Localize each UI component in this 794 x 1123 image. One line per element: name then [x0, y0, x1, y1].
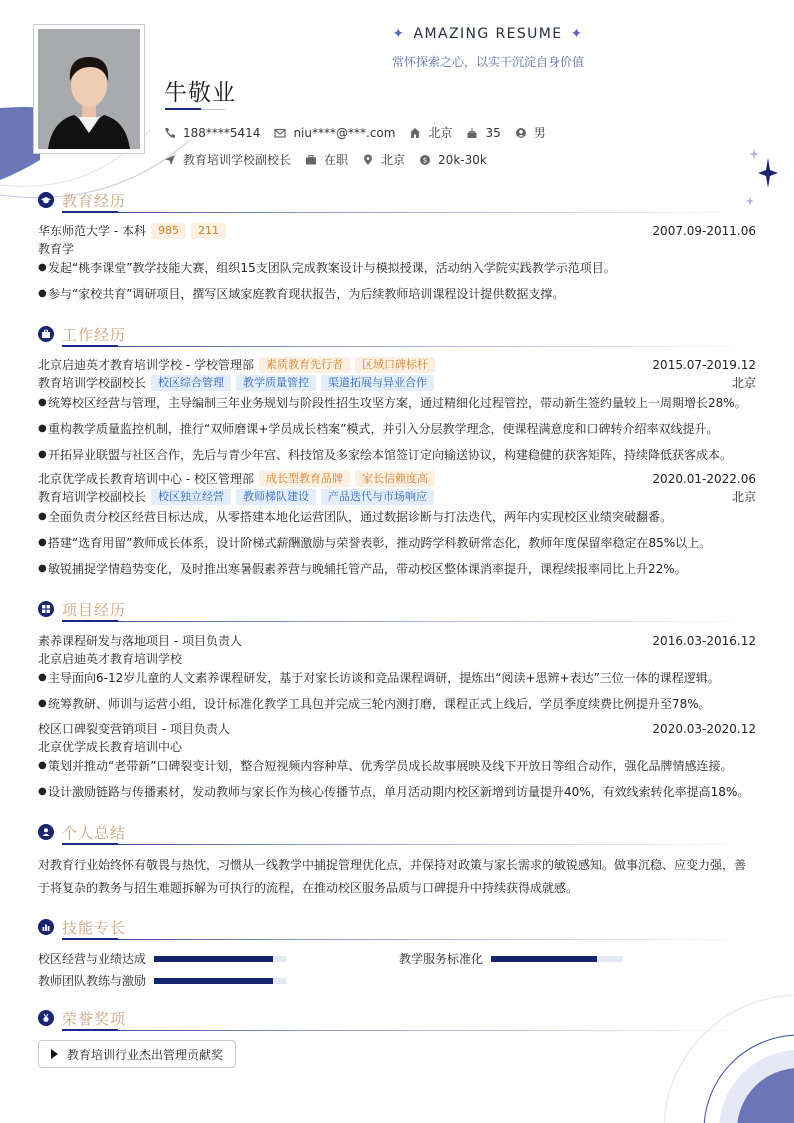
avatar — [38, 29, 140, 149]
project-name: 素养课程研发与落地项目 - 项目负责人 — [38, 634, 242, 648]
section-education-header — [38, 190, 756, 214]
medal-icon — [38, 1010, 54, 1026]
gender-text: 男 — [533, 126, 546, 140]
skill-tag: 教师梯队建设 — [236, 489, 316, 505]
company-tag: 素质教育先行者 — [259, 357, 350, 373]
bar-chart-icon — [38, 919, 54, 935]
award-text: 教育培训行业杰出管理贡献奖 — [67, 1047, 224, 1062]
section-rule — [62, 212, 756, 213]
summary-text: 对教育行业始终怀有敬畏与热忱，习惯从一线教学中捕捉管理优化点，并保持对政策与家长需求的敏锐感知。做事沉稳、应变力强，善于将复杂的教务与招生难题拆解为可执行的流程，在推动校区服务品质与口碑提升中持续获得成就感。 — [38, 858, 747, 895]
phone-text: 188****5414 — [183, 125, 261, 140]
skill-name: 教师团队教练与激励 — [38, 974, 147, 988]
project-row — [38, 720, 756, 737]
school-tag: 985 — [151, 223, 186, 239]
section-rule — [62, 844, 756, 845]
skill-item — [399, 950, 623, 967]
section-rule-accent — [62, 620, 118, 622]
school-tag: 211 — [191, 223, 226, 239]
project-period: 2020.03-2020.12 — [652, 721, 756, 736]
project-org — [38, 650, 756, 667]
work-company-row — [38, 356, 756, 373]
skill-bar-fill — [491, 956, 597, 962]
award-badge — [38, 1040, 236, 1068]
grid-icon — [38, 601, 54, 617]
skill-tag: 教学质量管控 — [236, 375, 316, 391]
name-underline-light — [201, 109, 225, 110]
briefcase-icon — [38, 326, 54, 342]
company-name: 北京启迪英才教育培训学校 - 学校管理部 — [38, 358, 254, 372]
list-item: ● 主导面向6-12岁儿童的人文素养课程研发，基于对家长访谈和竞品课程调研，提炼出“阅读+思辨+表达”三位一体的课程逻辑。 — [38, 671, 720, 685]
skill-tag: 校区综合管理 — [151, 375, 231, 391]
email-icon — [274, 127, 286, 139]
section-title: 技能专长 — [62, 919, 127, 937]
section-title: 项目经历 — [62, 601, 127, 619]
job-title: 教育培训学校副校长 — [38, 376, 147, 390]
contact-age — [466, 126, 500, 140]
section-rule — [62, 939, 756, 940]
work-company-row — [38, 470, 756, 487]
intent-row — [164, 151, 501, 168]
skill-tag: 渠道拓展与异业合作 — [321, 375, 434, 391]
intent-city-text: 北京 — [381, 153, 406, 167]
section-rule-accent — [62, 345, 118, 347]
section-rule-accent — [62, 211, 118, 213]
section-skills-header — [38, 917, 756, 941]
name-underline — [165, 108, 201, 110]
section-rule-accent — [62, 1029, 118, 1031]
work-period: 2020.01-2022.06 — [652, 471, 756, 486]
work-title-row — [38, 488, 756, 505]
education-major — [38, 240, 756, 257]
list-item: ● 发起“桃李课堂”教学技能大赛，组织15支团队完成教案设计与模拟授课，活动纳入学院实践教学示范项目。 — [38, 261, 616, 275]
education-school-row — [38, 222, 756, 239]
email-text: niu****@***.com — [293, 125, 396, 140]
list-item: ● 策划并推动“老带新”口碑裂变计划，整合短视频内容种草、优秀学员成长故事展映及线下开放日等组合动作，强化品牌情感连接。 — [38, 759, 733, 773]
salary-text: 20k-30k — [438, 152, 487, 167]
company-tag: 区域口碑标杆 — [355, 357, 435, 373]
work-city: 北京 — [731, 376, 756, 390]
education-period: 2007.09-2011.06 — [652, 223, 756, 238]
company-tag: 成长型教育品牌 — [259, 471, 350, 487]
intent-salary — [419, 153, 487, 167]
major-text: 教育学 — [38, 242, 75, 256]
user-icon — [38, 824, 54, 840]
candidate-name: 牛敬业 — [164, 80, 236, 106]
city-text: 北京 — [428, 126, 453, 140]
company-tag: 家长信赖度高 — [355, 471, 435, 487]
list-item: ● 统筹校区经营与管理，主导编制三年业务规划与阶段性招生攻坚方案，通过精细化过程管控，带动新生签约量较上一周期增长28%。 — [38, 396, 747, 410]
school-name: 华东师范大学 - 本科 — [38, 224, 146, 238]
svg-text:$: $ — [422, 156, 428, 165]
project-name: 校区口碑裂变营销项目 - 项目负责人 — [38, 722, 230, 736]
section-title: 工作经历 — [62, 326, 127, 344]
job-title: 教育培训学校副校长 — [38, 490, 147, 504]
profile-photo — [33, 24, 145, 154]
home-icon — [409, 127, 421, 139]
status-text: 在职 — [324, 153, 349, 167]
intent-position — [164, 151, 291, 168]
sparkle-icon: ✦ — [392, 26, 406, 42]
section-rule — [62, 346, 756, 347]
work-period: 2015.07-2019.12 — [652, 357, 756, 372]
project-row — [38, 632, 756, 649]
briefcase-icon — [305, 154, 317, 166]
age-text: 35 — [485, 125, 501, 140]
section-title: 荣誉奖项 — [62, 1010, 127, 1028]
skill-bar — [154, 978, 286, 984]
contact-gender — [515, 124, 546, 141]
section-project-header — [38, 599, 756, 623]
skill-bar — [491, 956, 623, 962]
send-icon — [164, 154, 176, 166]
section-rule — [62, 1030, 756, 1031]
section-rule-accent — [62, 843, 118, 845]
motto: 常怀探索之心，以实干沉淀自身价值 — [391, 55, 584, 69]
user-icon — [515, 127, 527, 139]
skill-bar — [154, 956, 286, 962]
skill-name: 校区经营与业绩达成 — [38, 952, 147, 966]
phone-icon — [164, 127, 176, 139]
section-title: 教育经历 — [62, 192, 127, 210]
skill-bar-fill — [154, 956, 273, 962]
skill-item — [38, 972, 286, 989]
contact-city — [409, 124, 452, 141]
project-org-text: 北京启迪英才教育培训学校 — [38, 652, 183, 666]
resume-banner — [388, 26, 588, 42]
list-item: ● 全面负责分校区经营目标达成，从零搭建本地化运营团队，通过数据诊断与打法迭代，两年内实现校区业绩突破翻番。 — [38, 510, 673, 524]
project-period: 2016.03-2016.12 — [652, 633, 756, 648]
contact-phone — [164, 126, 260, 140]
list-item: ● 开拓异业联盟与社区合作，先后与青少年宫、科技馆及多家绘本馆签订定向输送协议，构建稳健的获客矩阵，持续降低获客成本。 — [38, 448, 733, 462]
list-item: ● 搭建“选育用留”教师成长体系，设计阶梯式薪酬激励与荣誉表彰，推动跨学科教研常态化，教师年度保留率稳定在85%以上。 — [38, 536, 712, 550]
contact-row — [164, 124, 560, 141]
skill-bar-fill — [154, 978, 273, 984]
intent-city — [362, 151, 405, 168]
contact-email — [274, 126, 395, 140]
play-icon — [51, 1049, 58, 1059]
section-title: 个人总结 — [62, 824, 127, 842]
work-title-row — [38, 374, 756, 391]
list-item: ● 敏锐捕捉学情趋势变化，及时推出寒暑假素养营与晚辅托管产品，带动校区整体课消率提升，课程续报率同比上升22%。 — [38, 562, 687, 576]
section-rule-accent — [62, 938, 118, 940]
skill-item — [38, 950, 286, 967]
section-rule — [62, 621, 756, 622]
company-name: 北京优学成长教育培训中心 - 校区管理部 — [38, 472, 254, 486]
section-awards-header — [38, 1008, 756, 1032]
intent-status — [305, 151, 348, 168]
project-org-text: 北京优学成长教育培训中心 — [38, 740, 183, 754]
list-item: ● 设计激励链路与传播素材，发动教师与家长作为核心传播节点，单月活动期内校区新增到访量提升40%，有效线索转化率提高18%。 — [38, 785, 750, 799]
graduation-cap-icon — [38, 192, 54, 208]
skill-tag: 校区独立经营 — [151, 489, 231, 505]
list-item: ● 统筹教研、师训与运营小组，设计标准化教学工具包并完成三轮内测打磨，课程正式上线后，学员季度续费比例提升至78%。 — [38, 697, 711, 711]
list-item: ● 重构教学质量监控机制，推行“双师磨课+学员成长档案”模式，并引入分层教学理念，使课程满意度和口碑转介绍率双线提升。 — [38, 422, 719, 436]
skill-tag: 产品迭代与市场响应 — [321, 489, 434, 505]
work-city: 北京 — [731, 490, 756, 504]
list-item: ● 参与“家校共育”调研项目，撰写区域家庭教育现状报告，为后续教师培训课程设计提供数据支撑。 — [38, 287, 565, 301]
cake-icon — [466, 127, 478, 139]
section-summary-header — [38, 822, 756, 846]
sparkle-icon: ✦ — [570, 26, 584, 42]
salary-icon — [419, 154, 431, 166]
position-text: 教育培训学校副校长 — [183, 153, 292, 167]
location-pin-icon — [362, 154, 374, 166]
skill-name: 教学服务标准化 — [399, 952, 484, 966]
project-org — [38, 738, 756, 755]
section-work-header — [38, 324, 756, 348]
banner-title: AMAZING RESUME — [413, 26, 563, 42]
